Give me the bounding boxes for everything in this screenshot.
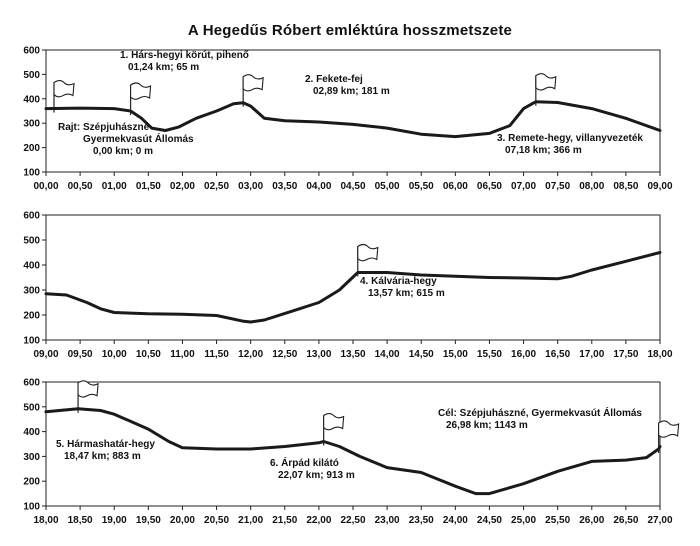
y-tick-label: 100 — [23, 335, 40, 347]
x-tick-label: 19,50 — [135, 515, 161, 526]
x-tick-label: 05,50 — [408, 181, 434, 192]
y-tick-label: 400 — [23, 94, 40, 106]
x-tick-label: 00,00 — [33, 181, 59, 192]
x-tick-label: 11,50 — [204, 349, 229, 360]
chart-title: A Hegedűs Róbert emléktúra hosszmetszete — [187, 22, 513, 39]
y-tick-label: 200 — [23, 310, 40, 322]
y-tick-label: 500 — [23, 69, 40, 81]
x-tick-label: 02,00 — [169, 181, 195, 192]
x-tick-label: 15,00 — [442, 349, 468, 360]
checkpoint-label: 0,00 km; 0 m — [93, 146, 154, 157]
x-tick-label: 06,50 — [476, 181, 502, 192]
x-tick-label: 20,50 — [204, 515, 230, 526]
chart-panel-3 — [23, 378, 678, 527]
checkpoint-label: Cél: Szépjuhászné, Gyermekvasút Állomás — [438, 408, 642, 419]
x-tick-label: 23,50 — [408, 515, 434, 526]
elevation-profile-line — [46, 253, 660, 323]
y-tick-label: 400 — [23, 427, 40, 439]
checkpoint-label: 2. Fekete-fej — [305, 74, 363, 85]
x-tick-label: 02,50 — [204, 181, 230, 192]
checkpoint-label: Rajt: Szépjuhászné — [58, 122, 150, 133]
x-tick-label: 12,00 — [238, 349, 264, 360]
x-tick-label: 26,00 — [579, 515, 605, 526]
checkpoint-label: 18,47 km; 883 m — [64, 451, 141, 462]
y-tick-label: 600 — [23, 210, 40, 222]
checkpoint-label: 3. Remete-hegy, villanyvezeték — [497, 133, 643, 144]
x-tick-label: 21,00 — [238, 515, 264, 526]
checkpoint-flag-icon — [324, 414, 344, 446]
x-tick-label: 07,50 — [545, 181, 571, 192]
x-tick-label: 06,00 — [442, 181, 468, 192]
checkpoint-label: 13,57 km; 615 m — [368, 288, 445, 299]
x-tick-label: 15,50 — [476, 349, 502, 360]
y-tick-label: 300 — [23, 451, 40, 463]
x-tick-label: 16,50 — [545, 349, 571, 360]
x-tick-label: 25,50 — [545, 515, 571, 526]
x-tick-label: 05,00 — [374, 181, 400, 192]
y-tick-label: 300 — [23, 285, 40, 297]
x-tick-label: 01,50 — [135, 181, 161, 192]
chart-panel-1 — [23, 46, 673, 193]
x-tick-label: 03,50 — [272, 181, 298, 192]
x-tick-label: 24,00 — [442, 515, 468, 526]
x-tick-label: 19,00 — [101, 515, 127, 526]
x-tick-label: 25,00 — [511, 515, 537, 526]
checkpoint-label: 6. Árpád kilátó — [270, 458, 339, 469]
checkpoint-label: Gyermekvasút Állomás — [83, 134, 194, 145]
x-tick-label: 13,00 — [306, 349, 332, 360]
x-tick-label: 18,50 — [67, 515, 93, 526]
checkpoint-label: 01,24 km; 65 m — [128, 62, 200, 73]
x-tick-label: 00,50 — [67, 181, 93, 192]
x-tick-label: 07,00 — [511, 181, 537, 192]
y-tick-label: 500 — [23, 402, 40, 414]
checkpoint-label: 1. Hárs-hegyi körút, pihenő — [120, 50, 249, 61]
x-tick-label: 21,50 — [272, 515, 298, 526]
checkpoint-label: 22,07 km; 913 m — [278, 470, 355, 481]
x-tick-label: 23,00 — [374, 515, 400, 526]
y-tick-label: 100 — [23, 501, 40, 513]
x-tick-label: 18,00 — [33, 515, 59, 526]
x-tick-label: 10,00 — [101, 349, 127, 360]
x-tick-label: 09,00 — [33, 349, 59, 360]
y-tick-label: 600 — [23, 377, 40, 389]
y-tick-label: 100 — [23, 167, 40, 179]
x-tick-label: 14,00 — [374, 349, 400, 360]
x-tick-label: 04,50 — [340, 181, 366, 192]
checkpoint-flag-icon — [243, 75, 263, 107]
x-tick-label: 14,50 — [408, 349, 434, 360]
x-tick-label: 04,00 — [306, 181, 332, 192]
x-tick-label: 09,00 — [647, 181, 673, 192]
x-tick-label: 22,00 — [306, 515, 332, 526]
x-tick-label: 12,50 — [272, 349, 298, 360]
x-tick-label: 22,50 — [340, 515, 366, 526]
x-tick-label: 24,50 — [476, 515, 502, 526]
y-tick-label: 200 — [23, 476, 40, 488]
y-tick-label: 600 — [23, 45, 40, 57]
y-tick-label: 400 — [23, 260, 40, 272]
y-tick-label: 500 — [23, 235, 40, 247]
x-tick-label: 01,00 — [101, 181, 127, 192]
x-tick-label: 03,00 — [238, 181, 264, 192]
checkpoint-label: 02,89 km; 181 m — [313, 86, 390, 97]
x-tick-label: 26,50 — [613, 515, 639, 526]
checkpoint-label: 07,18 km; 366 m — [505, 145, 582, 156]
x-tick-label: 16,00 — [511, 349, 537, 360]
checkpoint-label: 4. Kálvária-hegy — [360, 276, 437, 287]
x-tick-label: 08,00 — [579, 181, 605, 192]
x-tick-label: 13,50 — [340, 349, 366, 360]
x-tick-label: 18,00 — [647, 349, 673, 360]
checkpoint-flag-icon — [659, 421, 679, 453]
checkpoint-label: 5. Hármashatár-hegy — [56, 439, 155, 450]
x-tick-label: 17,50 — [613, 349, 639, 360]
x-tick-label: 09,50 — [67, 349, 93, 360]
chart-panel-2 — [23, 211, 673, 361]
x-tick-label: 17,00 — [579, 349, 605, 360]
y-tick-label: 200 — [23, 143, 40, 155]
x-tick-label: 11,00 — [170, 349, 195, 360]
x-tick-label: 27,00 — [647, 515, 673, 526]
checkpoint-flag-icon — [131, 83, 151, 115]
checkpoint-label: 26,98 km; 1143 m — [446, 420, 528, 431]
x-tick-label: 10,50 — [135, 349, 161, 360]
y-tick-label: 300 — [23, 118, 40, 130]
x-tick-label: 20,00 — [169, 515, 195, 526]
x-tick-label: 08,50 — [613, 181, 639, 192]
